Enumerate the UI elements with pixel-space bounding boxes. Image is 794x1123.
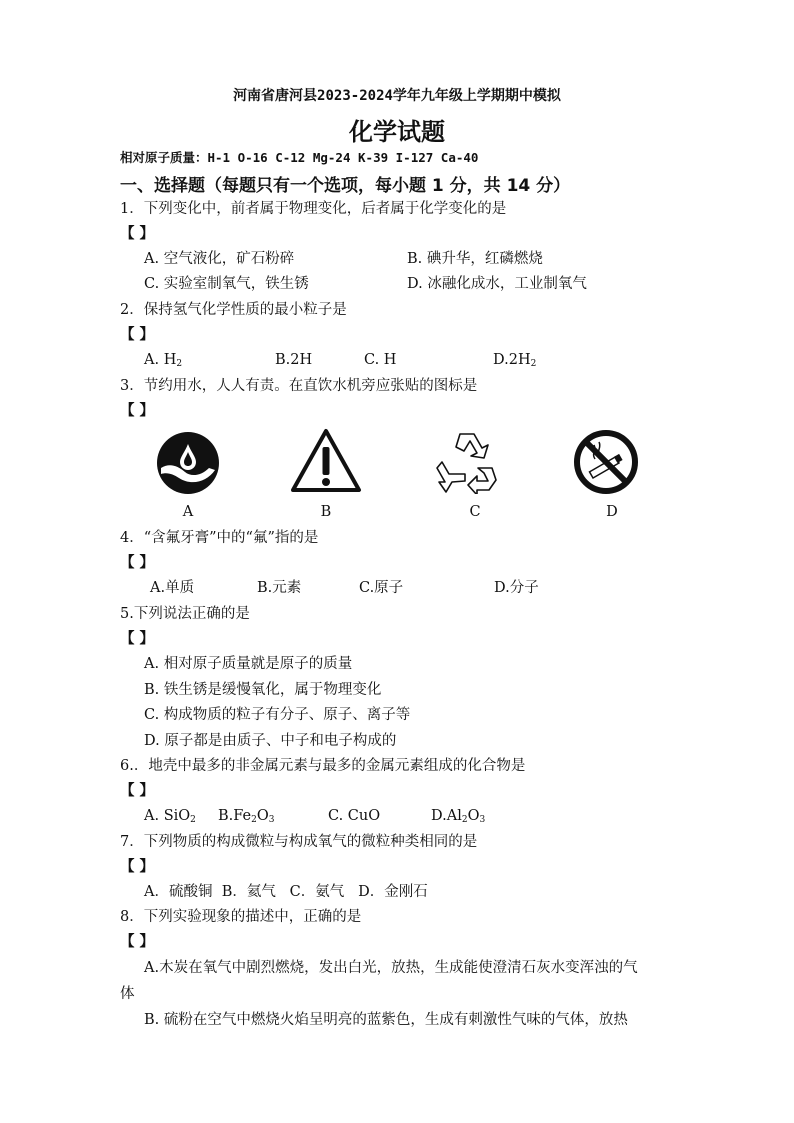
question-8-stem: 8．下列实验现象的描述中，正确的是	[120, 909, 362, 925]
warning-triangle-icon	[290, 428, 362, 494]
question-3-stem: 3．节约用水，人人有责。在直饮水机旁应张贴的图标是	[120, 378, 478, 394]
q8-option-a: A.木炭在氧气中剧烈燃烧，发出白光，放热，生成能使澄清石灰水变浑浊的气	[144, 960, 638, 976]
q2-option-c: C. H	[364, 352, 397, 368]
q4-option-c: C.原子	[359, 580, 404, 596]
q3-label-d: D	[606, 504, 618, 520]
answer-bracket: 【 】	[120, 326, 155, 343]
question-4-stem: 4．“含氟牙膏”中的“氟”指的是	[120, 530, 319, 546]
q2-option-a: A. $H_2$	[144, 352, 183, 369]
q2-option-d: $D.2H_2$	[493, 352, 537, 369]
q6-option-b: $B.Fe_2O_3$	[218, 808, 275, 825]
question-2-stem: 2．保持氢气化学性质的最小粒子是	[120, 302, 347, 318]
water-saving-icon	[155, 430, 221, 496]
answer-bracket: 【 】	[120, 933, 155, 950]
exam-header: 河南省唐河县2023-2024学年九年级上学期期中模拟	[233, 88, 561, 104]
q2-option-b: B.2H	[275, 352, 313, 368]
q4-option-d: D.分子	[494, 580, 539, 596]
q1-option-d: D. 冰融化成水，工业制氧气	[407, 276, 587, 292]
answer-bracket: 【 】	[120, 782, 155, 799]
question-1-stem: 1．下列变化中，前者属于物理变化，后者属于化学变化的是	[120, 201, 507, 217]
q5-option-a: A. 相对原子质量就是原子的质量	[144, 656, 353, 672]
question-6-stem: 6.．地壳中最多的非金属元素与最多的金属元素组成的化合物是	[120, 758, 526, 774]
q8-option-a-continued: 体	[120, 986, 135, 1002]
q3-label-a: A	[182, 504, 194, 520]
q6-option-d: $D.Al_2O_3$	[431, 808, 486, 825]
q5-option-c: C. 构成物质的粒子有分子、原子、离子等	[144, 707, 411, 723]
answer-bracket: 【 】	[120, 225, 155, 242]
atomic-masses: 相对原子质量：H-1 O-16 C-12 Mg-24 K-39 I-127 Ca-40	[120, 150, 479, 165]
q1-option-a: A. 空气液化，矿石粉碎	[144, 251, 295, 267]
q6-option-a: A. SiO$_2$	[144, 808, 196, 825]
question-7-stem: 7．下列物质的构成微粒与构成氧气的微粒种类相同的是	[120, 834, 478, 850]
question-5-stem: 5.下列说法正确的是	[120, 606, 250, 622]
q5-option-d: D. 原子都是由质子、中子和电子构成的	[144, 733, 397, 749]
q5-option-b: B. 铁生锈是缓慢氧化，属于物理变化	[144, 682, 382, 698]
answer-bracket: 【 】	[120, 402, 155, 419]
q8-option-b: B. 硫粉在空气中燃烧火焰呈明亮的蓝紫色，生成有刺激性气味的气体，放热	[144, 1012, 628, 1028]
q4-option-b: B.元素	[257, 580, 302, 596]
q3-label-c: C	[469, 504, 481, 520]
q1-option-c: C. 实验室制氧气，铁生锈	[144, 276, 309, 292]
answer-bracket: 【 】	[120, 630, 155, 647]
q6-option-c: C. CuO	[328, 808, 381, 824]
q1-option-b: B. 碘升华，红磷燃烧	[407, 251, 543, 267]
q4-option-a: A.单质	[150, 580, 195, 596]
answer-bracket: 【 】	[120, 858, 155, 875]
recycle-icon	[434, 428, 502, 494]
no-smoking-icon	[573, 429, 639, 495]
q7-options: A．硫酸铜 B．氦气 C．氨气 D．金刚石	[144, 884, 428, 900]
answer-bracket: 【 】	[120, 554, 155, 571]
exam-title: 化学试题	[349, 118, 445, 146]
q3-label-b: B	[320, 504, 332, 520]
section-title: 一、选择题（每题只有一个选项，每小题 1 分，共 14 分）	[120, 176, 571, 196]
